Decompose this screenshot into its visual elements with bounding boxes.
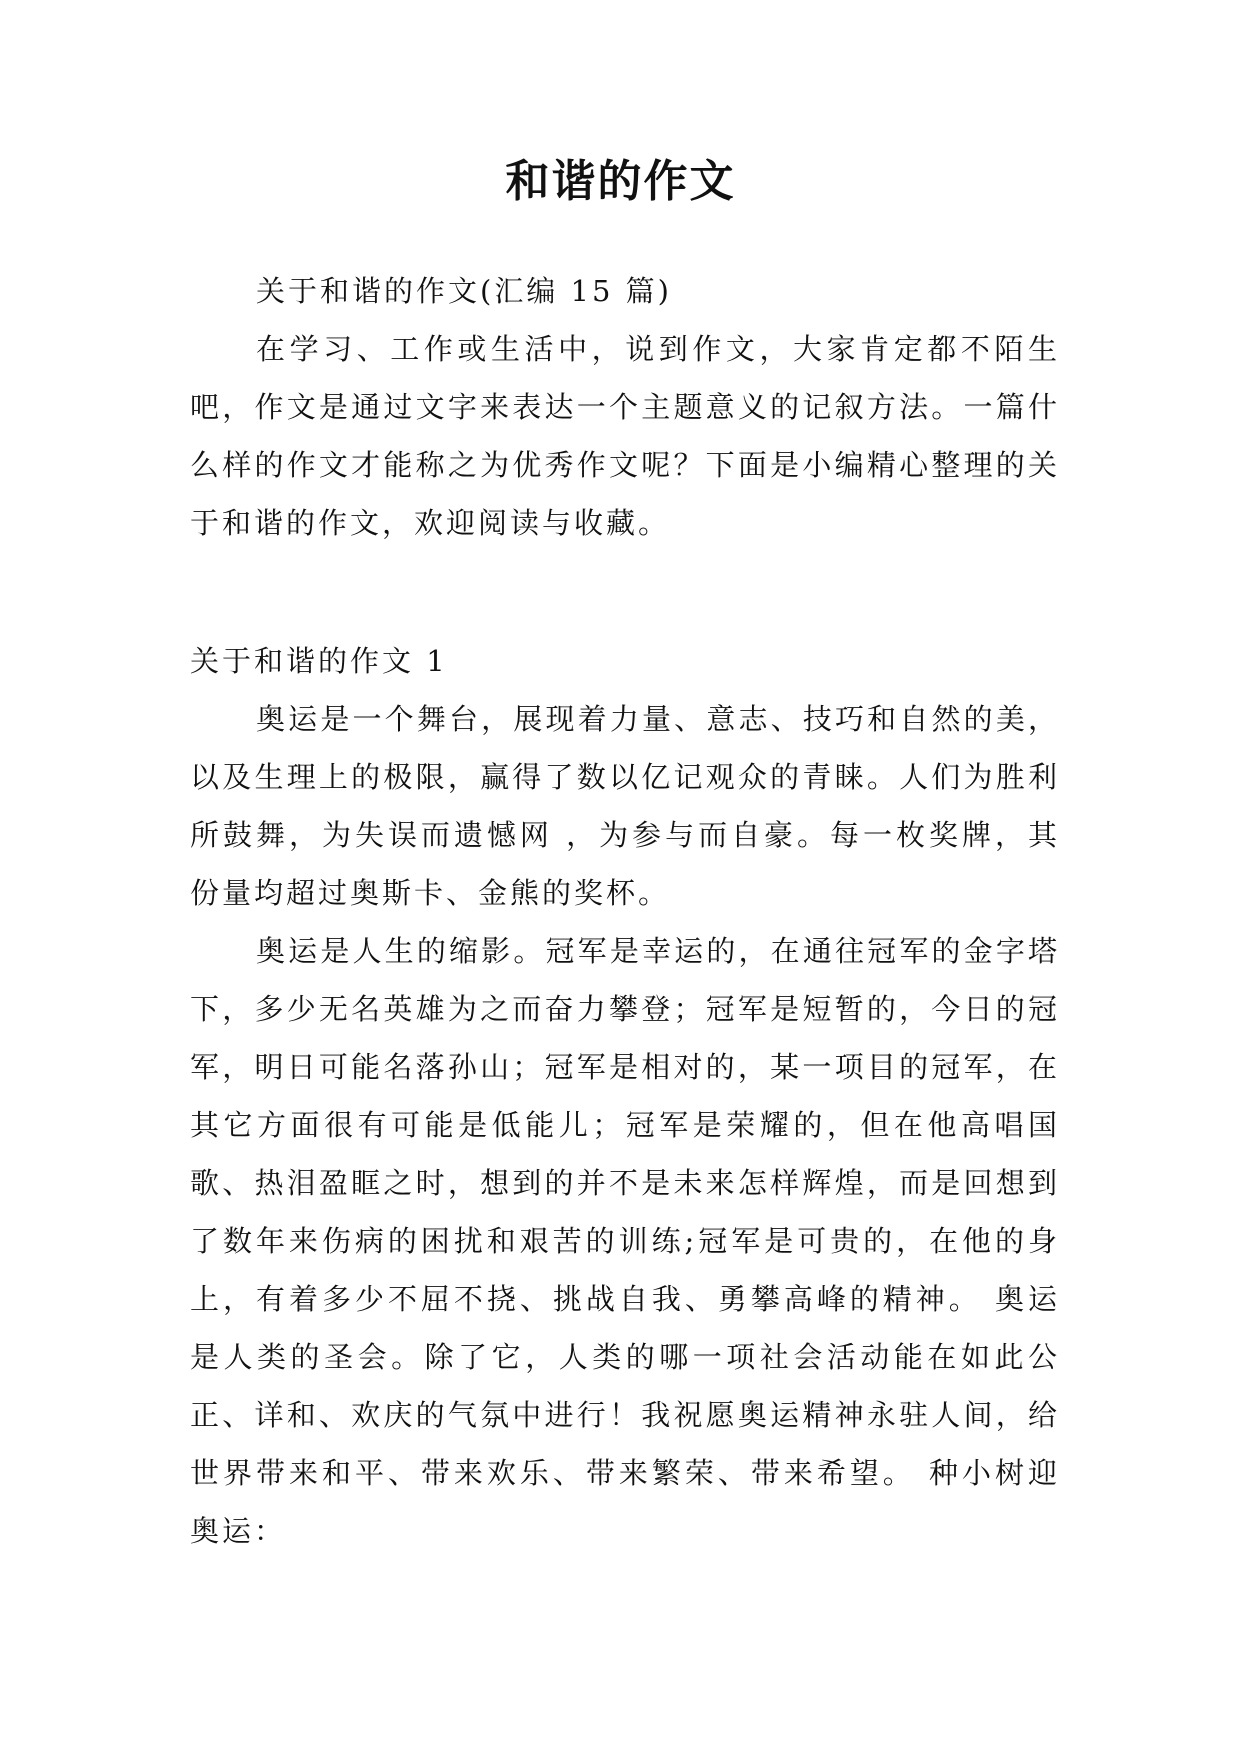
section-body <box>190 690 1060 1560</box>
document-subtitle: 关于和谐的作文(汇编 15 篇) <box>256 274 672 308</box>
section-heading: 关于和谐的作文 1 <box>190 644 448 678</box>
intro-block <box>190 262 1060 552</box>
body-paragraph: 奥运是一个舞台，展现着力量、意志、技巧和自然的美，以及生理上的极限，赢得了数以亿记观众的青睐。人们为胜利所鼓舞，为失误而遗憾网 ，为参与而自豪。每一枚奖牌，其份量均超过奥斯卡、金熊的奖杯。 <box>190 702 1060 910</box>
document-title: 和谐的作文 <box>505 156 736 207</box>
body-paragraph: 奥运是人生的缩影。冠军是幸运的，在通往冠军的金字塔下，多少无名英雄为之而奋力攀登；冠军是短暂的，今日的冠军，明日可能名落孙山；冠军是相对的，某一项目的冠军，在其它方面很有可能是低能儿；冠军是荣耀的，但在他高唱国歌、热泪盈眶之时，想到的并不是未来怎样辉煌，而是回想到了数年来伤病的困扰和艰苦的训练;冠军是可贵的，在他的身上，有着多少不屈不挠、挑战自我、勇攀高峰的精神。 奥运是人类的圣会。除了它，人类的哪一项社会活动能在如此公正、详和、欢庆的气氛中进行！我祝愿奥运精神永驻人间，给世界带来和平、带来欢乐、带来繁荣、带来希望。 种小树迎奥运： <box>190 934 1060 1548</box>
intro-paragraph: 在学习、工作或生活中，说到作文，大家肯定都不陌生吧，作文是通过文字来表达一个主题意义的记叙方法。一篇什么样的作文才能称之为优秀作文呢？下面是小编精心整理的关于和谐的作文，欢迎阅读与收藏。 <box>190 332 1060 540</box>
